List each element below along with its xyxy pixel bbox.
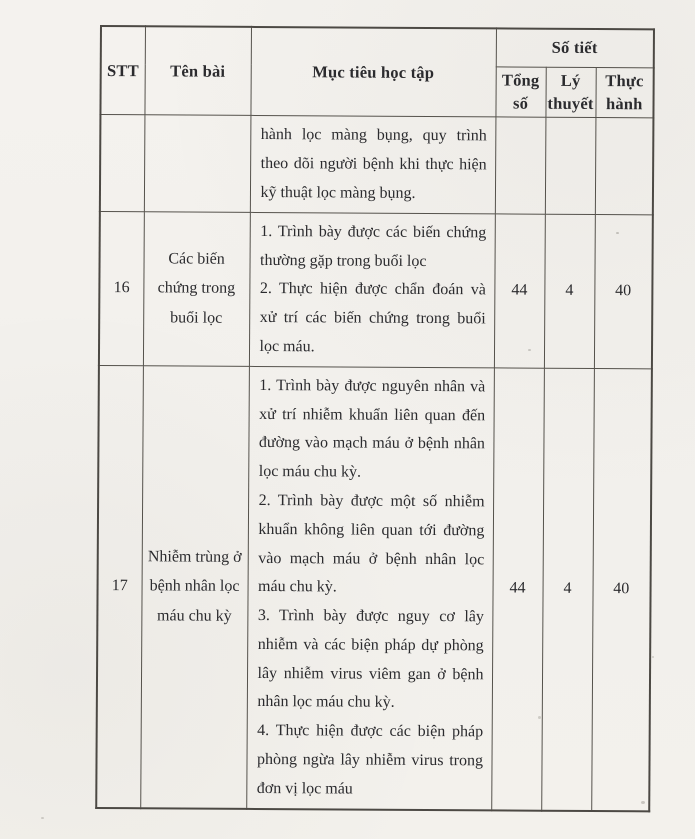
cell-ly-thuyet: 4: [541, 368, 594, 811]
cell-stt: [100, 115, 145, 212]
cell-muc-tieu: [249, 212, 495, 367]
objective-text: 1. Trình bày được nguyên nhân và xử trí nhiễm khuẩn liên quan đến đường vào mạch máu ở bệnh nhân lọc máu chu kỳ.: [258, 376, 486, 481]
header-row-top: [101, 26, 654, 67]
header-thuc-hanh: Thực hành: [595, 67, 653, 118]
cell-muc-tieu: [250, 116, 496, 214]
cell-ly-thuyet: 4: [544, 214, 595, 368]
cell-ten-bai: Các biến chứng trong buổi lọc: [143, 212, 250, 367]
cell-ly-thuyet: [545, 118, 596, 215]
header-tong-so: Tổng số: [495, 66, 545, 117]
objective-text: hành lọc màng bụng, quy trình theo dõi người bệnh khi thực hiện kỹ thuật lọc màng bụng.: [260, 126, 487, 202]
cell-thuc-hanh: [595, 118, 654, 215]
cell-thuc-hanh: 40: [594, 214, 653, 368]
header-muc-tieu: Mục tiêu học tập: [250, 27, 496, 117]
curriculum-table: [95, 25, 655, 812]
table-row-continuation: [100, 115, 654, 215]
cell-tong-so: [495, 117, 546, 214]
objective-text: 1. Trình bày được các biến chứng thường gặp trong buổi lọc: [260, 222, 487, 270]
objective-text: 4. Thực hiện được các biện pháp phòng ngừa lây nhiễm virus trong đơn vị lọc máu: [256, 722, 484, 798]
scan-speck: [652, 656, 654, 658]
table-row-17: [96, 365, 652, 811]
header-ten-bai: Tên bài: [144, 26, 251, 115]
header-so-tiet: Số tiết: [496, 28, 654, 67]
table-row-16: [99, 211, 653, 368]
cell-tong-so: 44: [494, 214, 545, 368]
header-stt: STT: [100, 26, 145, 115]
cell-ten-bai: [144, 115, 251, 212]
cell-stt: 16: [99, 211, 144, 365]
objective-text: 2. Thực hiện được chẩn đoán và xử trí các biến chứng trong buổi lọc máu.: [259, 280, 486, 356]
objective-text: 2. Trình bày được một số nhiễm khuẩn không liên quan tới đường vào mạch máu ở bệnh nhân lọc máu chu kỳ.: [258, 491, 485, 596]
cell-muc-tieu: [246, 366, 494, 810]
header-ly-thuyet: Lý thuyết: [545, 67, 595, 118]
cell-thuc-hanh: 40: [591, 368, 652, 811]
objective-text: 3. Trình bày được nguy cơ lây nhiễm và các biện pháp dự phòng lây nhiễm virus viêm gan ở bệnh nhân lọc máu chu kỳ.: [257, 607, 484, 712]
cell-tong-so: 44: [491, 368, 544, 811]
cell-stt: 17: [96, 365, 143, 808]
scan-speck: [41, 817, 44, 819]
cell-ten-bai: Nhiễm trùng ở bệnh nhân lọc máu chu kỳ: [140, 365, 249, 808]
